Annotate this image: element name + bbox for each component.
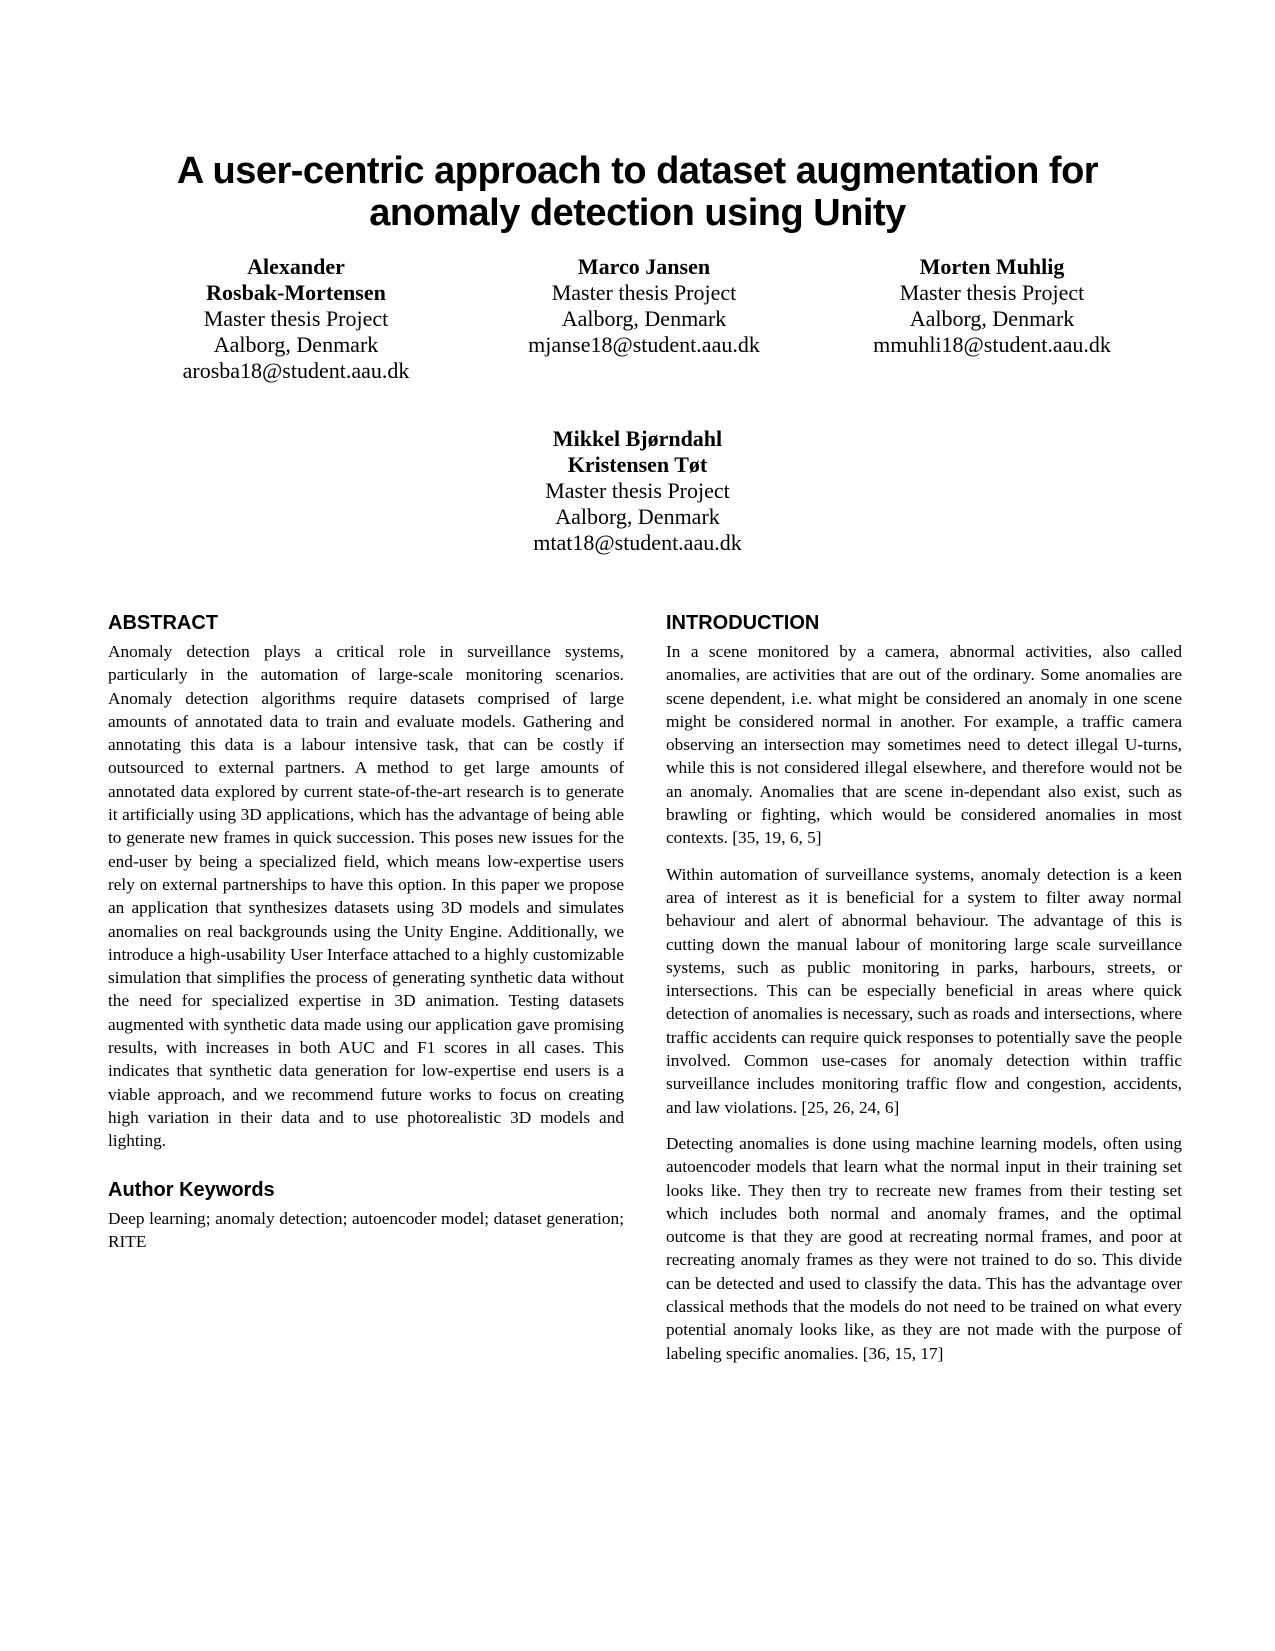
author-email: arosba18@student.aau.dk (182, 358, 410, 383)
author-keywords-text: Deep learning; anomaly detection; autoencoder model; dataset generation; RITE (108, 1208, 624, 1251)
intro-paragraph-2: Within automation of surveillance systems, anomaly detection is a keen area of interest as it is beneficial for a system to filter away normal behaviour and alert of abnormal behaviour. The advantage of this is cutting down the manual labour of monitoring large scale surveillance systems, such as public monitoring in parks, harbours, streets, or intersections. This can be especially beneficial in areas where quick detection of anomalies is necessary, such as roads and intersections, where traffic accidents can require quick responses to potentially save the people involved. Common use-cases for anomaly detection within traffic surveillance includes monitoring traffic flow and congestion, accidents, and law violations. [25, 26, 24, 6] (666, 864, 1182, 1117)
author-name (470, 254, 818, 280)
author-location: Aalborg, Denmark (555, 504, 720, 529)
paper-title (0, 0, 1275, 234)
intro-paragraph-1: In a scene monitored by a camera, abnormal activities, also called anomalies, are activities that are out of the ordinary. Some anomalies are scene dependent, i.e. what might be considered an anomaly in one scene might be considered normal in another. For example, a traffic camera observing an intersection may sometimes need to detect illegal U-turns, while this is not considered illegal elsewhere, and therefore would not be an anomaly. Anomalies that are scene in-dependant also exist, such as brawling or fighting, which would be considered anomalies in most contexts. [35, 19, 6, 5] (666, 642, 1182, 848)
introduction-section (666, 612, 1182, 1365)
paper-title-line1: A user-centric approach to dataset augmentation for (176, 150, 1099, 192)
author-name (122, 254, 470, 306)
paper-title-line2: anomaly detection using Unity (369, 192, 906, 234)
author-email: mmuhli18@student.aau.dk (873, 332, 1111, 357)
abstract-text: Anomaly detection plays a critical role in surveillance systems, particularly in the automation of large-scale monitoring scenarios. Anomaly detection algorithms require datasets comprised of large amounts of annotated data to train and evaluate models. Gathering and annotating this data is a labour intensive task, that can be costly if outsourced to external partners. A method to get large amounts of annotated data explored by current state-of-the-art research is to generate it artificially using 3D applications, which has the advantage of being able to generate new frames in quick succession. This poses new issues for the end-user by being a specialized field, which means low-expertise users rely on external partnerships to have this option. In this paper we propose an application that synthesizes datasets using 3D models and simulates anomalies on real backgrounds using the Unity Engine. Additionally, we introduce a high-usability User Interface attached to a highly customizable simulation that simplifies the process of generating synthetic data without the need for specialized expertise in 3D animation. Testing datasets augmented with synthetic data made using our application gave promising results, with increases in both AUC and F1 scores in all cases. This indicates that synthetic data generation for low-expertise end users is a viable approach, and we recommend future works to focus on creating high variation in their data and to use photorealistic 3D models and lighting. (108, 642, 624, 1151)
author-name-line: Alexander (247, 254, 345, 279)
author-name-line: Morten Muhlig (919, 254, 1065, 279)
authors-row (122, 254, 1166, 384)
author-name-line: Marco Jansen (577, 254, 711, 279)
author-location: Aalborg, Denmark (561, 306, 727, 331)
author-location: Aalborg, Denmark (213, 332, 379, 357)
author-block-3 (818, 254, 1166, 358)
author-name-line: Kristensen Tøt (567, 452, 708, 477)
author-email: mjanse18@student.aau.dk (528, 332, 760, 357)
authors-row-2 (0, 426, 1275, 556)
author-dept: Master thesis Project (551, 280, 737, 305)
body-columns (108, 612, 1275, 1365)
author-dept: Master thesis Project (545, 478, 730, 503)
right-column (666, 612, 1182, 1365)
abstract-section (108, 612, 624, 1153)
author-dept: Master thesis Project (899, 280, 1085, 305)
author-name (818, 254, 1166, 280)
author-block-4 (428, 426, 848, 556)
intro-paragraph-3: Detecting anomalies is done using machine learning models, often using autoencoder models that learn what the normal input in their training set looks like. They then try to recreate new frames from their testing set which includes both normal and anomaly frames, and the optimal outcome is that they are good at recreating normal frames, and poor at recreating anomaly frames as they were not trained to do so. This divide can be detected and used to classify the data. This has the advantage over classical methods that the models do not need to be trained on what every potential anomaly looks like, as they are not made with the purpose of labeling specific anomalies. [36, 15, 17] (666, 1133, 1182, 1363)
author-keywords-heading: Author Keywords (108, 1178, 275, 1201)
author-location: Aalborg, Denmark (909, 306, 1075, 331)
author-dept: Master thesis Project (203, 306, 389, 331)
left-column (108, 612, 624, 1365)
author-keywords-section (108, 1179, 624, 1254)
author-name-line: Rosbak-Mortensen (206, 280, 386, 305)
author-name (428, 426, 848, 478)
author-email: mtat18@student.aau.dk (533, 530, 742, 555)
introduction-heading: INTRODUCTION (666, 612, 820, 634)
author-block-1 (122, 254, 470, 384)
author-block-2 (470, 254, 818, 358)
author-name-line: Mikkel Bjørndahl (552, 426, 723, 451)
abstract-heading: ABSTRACT (108, 612, 218, 634)
